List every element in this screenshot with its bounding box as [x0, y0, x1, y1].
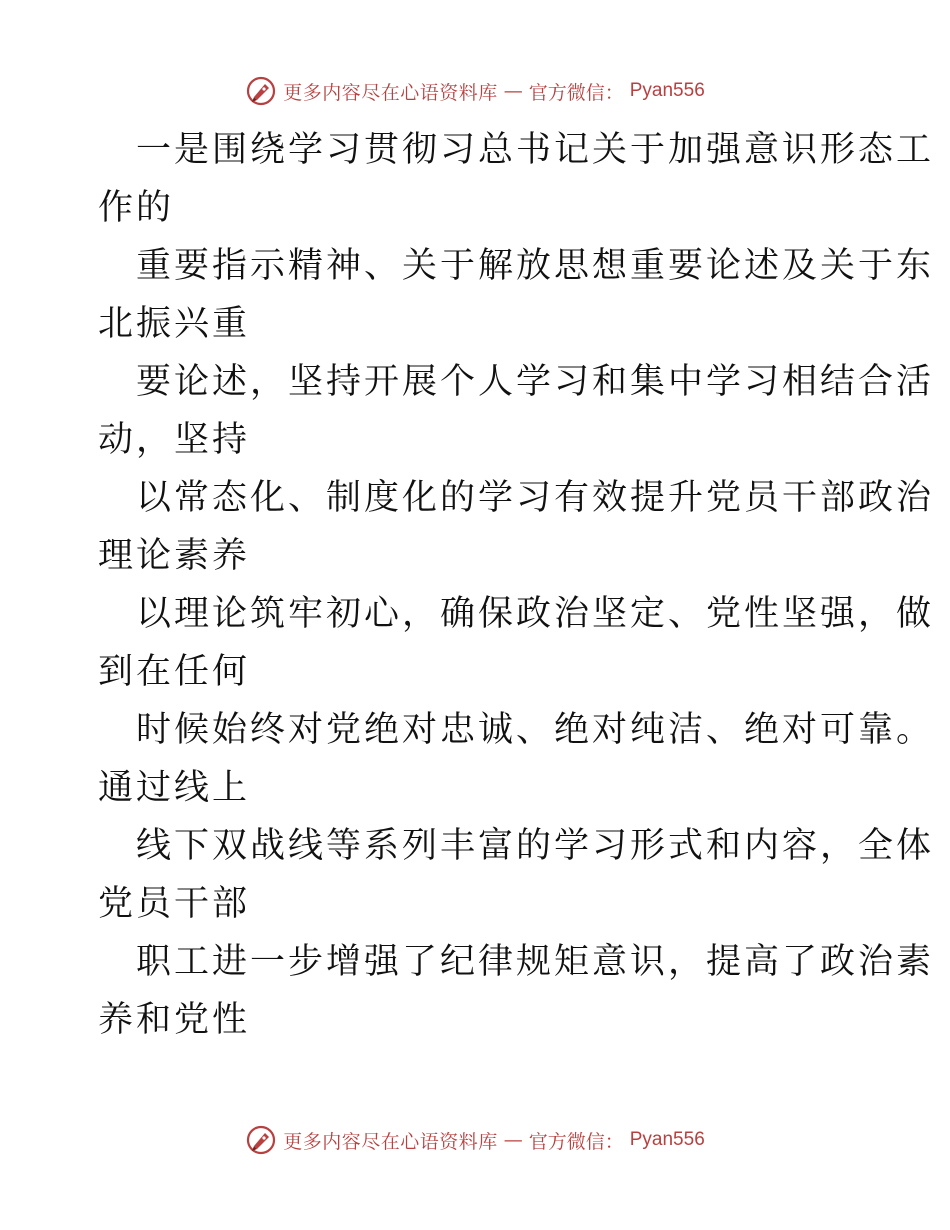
- paragraph-line: 时候始终对党绝对忠诚、绝对纯洁、绝对可靠。: [136, 710, 935, 750]
- watermark-separator: —: [503, 80, 523, 102]
- paragraph-line-continuation: 作的: [98, 188, 175, 228]
- paragraph-line-continuation: 通过线上: [98, 768, 251, 808]
- paragraph-line: 以理论筑牢初心，确保政治坚定、党性坚强，做: [136, 594, 935, 634]
- paragraph-line-continuation: 党员干部: [98, 884, 251, 924]
- footer-watermark: [0, 1120, 950, 1160]
- paragraph-line: 重要指示精神、关于解放思想重要论述及关于东: [136, 246, 935, 286]
- watermark-group: [245, 1124, 705, 1156]
- paragraph-line: 职工进一步增强了纪律规矩意识，提高了政治素: [136, 942, 935, 982]
- pen-nib-logo-icon: [245, 1124, 277, 1156]
- paragraph-line-continuation: 到在任何: [98, 652, 251, 692]
- paragraph-line-continuation: 养和党性: [98, 1000, 251, 1040]
- paragraph-line-continuation: 动，坚持: [98, 420, 251, 460]
- watermark-main-text: 更多内容尽在心语资料库: [283, 1130, 498, 1153]
- watermark-wechat-label: 官方微信：: [528, 1130, 624, 1153]
- paragraph-line: 以常态化、制度化的学习有效提升党员干部政治: [136, 478, 935, 518]
- paragraph-line-continuation: 北振兴重: [98, 304, 251, 344]
- paragraph-line: 要论述，坚持开展个人学习和集中学习相结合活: [136, 362, 935, 402]
- watermark-main-text: 更多内容尽在心语资料库: [283, 81, 498, 104]
- paragraph-line: 一是围绕学习贯彻习总书记关于加强意识形态工: [136, 130, 935, 170]
- pen-nib-logo-icon: [245, 75, 277, 107]
- watermark-group: [245, 75, 705, 107]
- watermark-wechat-id: Pyan556: [629, 1129, 705, 1150]
- header-watermark: [0, 71, 950, 111]
- paragraph-line-continuation: 理论素养: [98, 536, 251, 576]
- watermark-wechat-label: 官方微信：: [528, 81, 624, 104]
- watermark-separator: —: [503, 1129, 523, 1151]
- paragraph-line: 线下双战线等系列丰富的学习形式和内容，全体: [136, 826, 935, 866]
- document-body: [98, 121, 935, 1049]
- watermark-wechat-id: Pyan556: [629, 80, 705, 101]
